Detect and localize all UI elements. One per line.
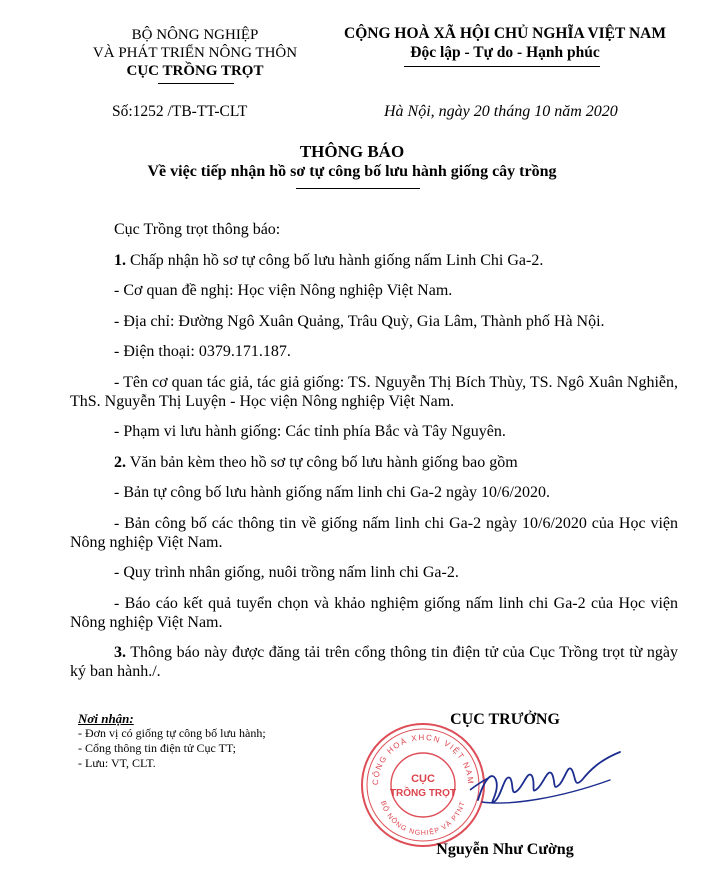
intro-paragraph: Cục Trồng trọt thông báo:: [114, 221, 281, 238]
phone-paragraph: - Điện thoại: 0379.171.187.: [114, 343, 291, 360]
item-2-text: Văn bản kèm theo hồ sơ tự công bố lưu hành giống bao gồm: [126, 453, 518, 471]
seal-ring-text-top: CỘNG HOÀ XHCN VIỆT NAM: [370, 732, 476, 786]
recipients-label: Nơi nhận:: [78, 711, 134, 726]
address-paragraph: - Địa chỉ: Đường Ngô Xuân Quảng, Trâu Quỳ, Gia Lâm, Thành phố Hà Nội.: [114, 312, 605, 330]
signer-name: Nguyễn Như Cường: [436, 841, 574, 858]
seal-center-line-2: TRỒNG TRỌT: [389, 788, 457, 799]
place-and-date: Hà Nội, ngày 20 tháng 10 năm 2020: [384, 103, 618, 120]
item-3-text: Thông báo này được đăng tải trên cổng thông tin điện tử của Cục Trồng trọt từ ngày ký ban hành./.: [70, 644, 678, 680]
ministry-line-1: BỘ NÔNG NGHIỆP: [131, 27, 259, 43]
nation-name: CỘNG HOÀ XÃ HỘI CHỦ NGHĨA VIỆT NAM: [344, 25, 666, 42]
document-subtitle: Về việc tiếp nhận hồ sơ tự công bố lưu hành giống cây trồng: [147, 163, 557, 180]
official-seal: [358, 720, 488, 850]
document-number: Số:1252 /TB-TT-CLT: [112, 103, 248, 120]
seal-ring-text-bottom: BỘ NÔNG NGHIỆP VÀ PTNT: [379, 800, 467, 838]
authors-paragraph: - Tên cơ quan tác giả, tác giả giống: TS. Nguyễn Thị Bích Thùy, TS. Ngô Xuân Nghiễn, ThS. Nguyễn Thị Luyện - Học viện Nông nghiệp Việt Nam.: [70, 373, 678, 410]
seal-center-line-1: CỤC: [411, 773, 435, 785]
document-body: [70, 220, 678, 693]
signer-title: CỤC TRƯỞNG: [450, 711, 560, 728]
department-name: CỤC TRỒNG TRỌT: [126, 63, 264, 79]
title-underline: [296, 188, 420, 189]
seal-rings: [362, 724, 484, 846]
item-2: [70, 453, 678, 472]
item-3: [70, 643, 678, 681]
attached-doc-b: - Bản công bố các thông tin về giống nấm linh chi Ga-2 ngày 10/6/2020 của Học viện Nông nghiệp Việt Nam.: [70, 514, 678, 551]
national-motto: Độc lập - Tự do - Hạnh phúc: [410, 44, 600, 61]
issuing-agency-block: [70, 26, 320, 80]
motto-underline: [404, 66, 600, 67]
agency-paragraph: - Cơ quan đề nghị: Học viện Nông nghiệp Việt Nam.: [114, 282, 453, 299]
national-header-block: [330, 24, 680, 62]
item-1-text: Chấp nhận hồ sơ tự công bố lưu hành giống nấm Linh Chi Ga-2.: [126, 251, 544, 269]
recipient-item: - Đơn vị có giống tự công bố lưu hành;: [78, 726, 266, 740]
scope-paragraph: - Phạm vi lưu hành giống: Các tỉnh phía Bắc và Tây Nguyên.: [114, 423, 506, 440]
attached-doc-c: - Quy trình nhân giống, nuôi trồng nấm linh chi Ga-2.: [114, 564, 459, 581]
agency-underline: [158, 83, 234, 84]
item-2-number: 2.: [114, 453, 126, 471]
attached-doc-a: - Bản tự công bố lưu hành giống nấm linh chi Ga-2 ngày 10/6/2020.: [114, 484, 550, 501]
attached-doc-d: - Báo cáo kết quả tuyển chọn và khảo nghiệm giống nấm linh chi Ga-2 của Học viện Nông nghiệp Việt Nam.: [70, 594, 678, 631]
item-1-number: 1.: [114, 251, 126, 269]
document-title: THÔNG BÁO: [299, 142, 405, 161]
handwritten-signature: [470, 740, 630, 820]
recipients-block: [78, 711, 338, 771]
recipient-item: - Cổng thông tin điện tử Cục TT;: [78, 741, 236, 755]
ministry-line-2: VÀ PHÁT TRIỂN NÔNG THÔN: [92, 45, 298, 61]
item-1: [70, 251, 678, 270]
item-3-number: 3.: [114, 644, 126, 661]
recipient-item: - Lưu: VT, CLT.: [78, 756, 156, 770]
document-title-block: [0, 142, 704, 182]
